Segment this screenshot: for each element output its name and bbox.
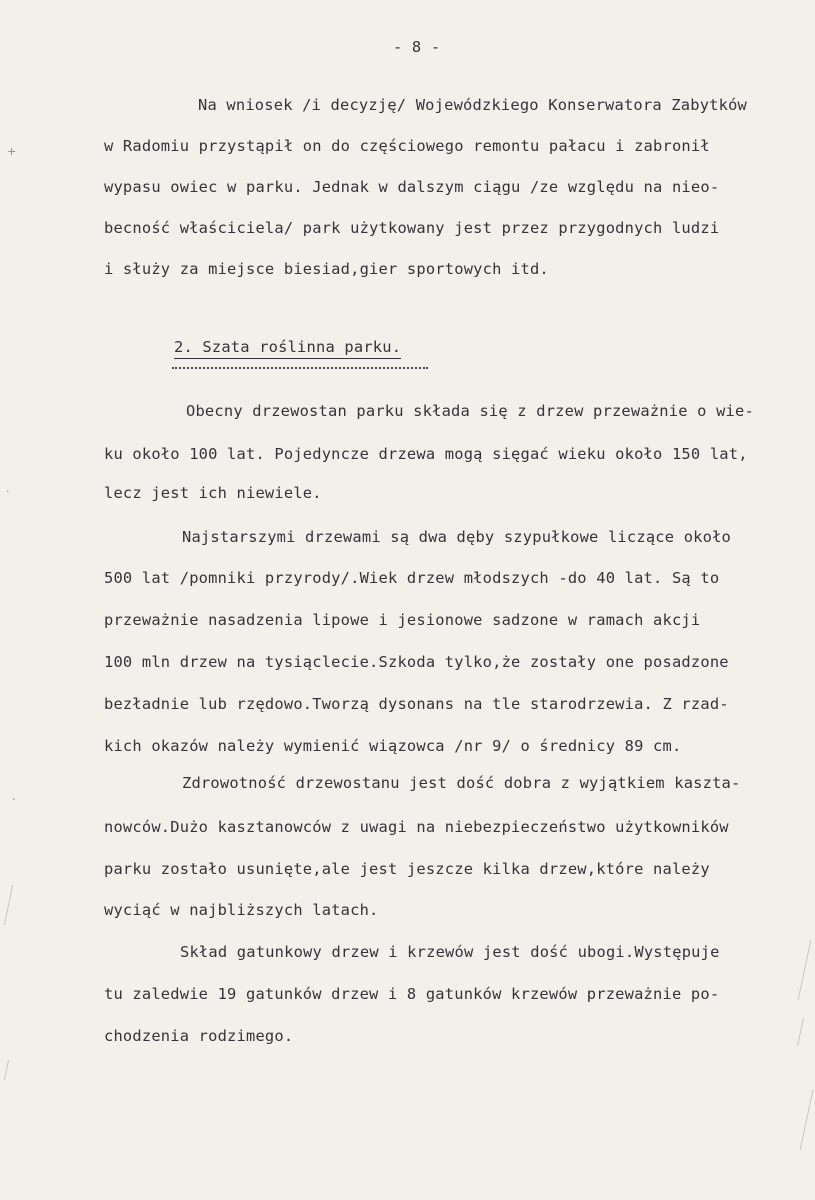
text-line: wypasu owiec w parku. Jednak w dalszym ciągu /ze względu na nieo- xyxy=(104,178,720,196)
text-line: 500 lat /pomniki przyrody/.Wiek drzew młodszych -do 40 lat. Są to xyxy=(104,569,720,587)
text-line: chodzenia rodzimego. xyxy=(104,1027,294,1045)
paper-mark: · xyxy=(6,485,10,498)
text-line: ku około 100 lat. Pojedyncze drzewa mogą sięgać wieku około 150 lat, xyxy=(104,445,748,463)
text-line: Najstarszymi drzewami są dwa dęby szypułkowe liczące około xyxy=(182,528,732,546)
text-line: 100 mln drzew na tysiąclecie.Szkoda tylko,że zostały one posadzone xyxy=(104,653,729,671)
paper-mark: · xyxy=(12,793,16,806)
text-line: i służy za miejsce biesiad,gier sportowych itd. xyxy=(104,260,549,278)
heading-underline-dots xyxy=(172,364,428,369)
text-line: w Radomiu przystąpił on do częściowego remontu pałacu i zabronił xyxy=(104,137,710,155)
text-line: becność właściciela/ park użytkowany jest przez przygodnych ludzi xyxy=(104,219,720,237)
paper-crease xyxy=(4,885,24,925)
text-line: przeważnie nasadzenia lipowe i jesionowe sadzone w ramach akcji xyxy=(104,611,701,629)
text-line: nowców.Dużo kasztanowców z uwagi na niebezpieczeństwo użytkowników xyxy=(104,818,729,836)
paper-mark: + xyxy=(7,145,17,158)
text-line: Obecny drzewostan parku składa się z drzew przeważnie o wie- xyxy=(186,402,754,420)
text-line: bezładnie lub rzędowo.Tworzą dysonans na tle starodrzewia. Z rzad- xyxy=(104,695,729,713)
paper-crease xyxy=(800,1090,815,1150)
text-line: Skład gatunkowy drzew i krzewów jest dość ubogi.Występuje xyxy=(180,943,720,961)
paper-crease xyxy=(797,1018,814,1046)
text-line: parku zostało usunięte,ale jest jeszcze kilka drzew,które należy xyxy=(104,860,710,878)
text-line: kich okazów należy wymienić wiązowca /nr 9/ o średnicy 89 cm. xyxy=(104,737,682,755)
text-line: lecz jest ich niewiele. xyxy=(104,484,322,502)
text-line: Zdrowotność drzewostanu jest dość dobra z wyjątkiem kaszta- xyxy=(182,774,741,792)
paper-crease xyxy=(4,1060,19,1080)
text-line: Na wniosek /i decyzję/ Wojewódzkiego Konserwatora Zabytków xyxy=(198,96,748,114)
section-heading: 2. Szata roślinna parku. xyxy=(174,340,401,359)
page-number: - 8 - xyxy=(393,38,441,56)
text-line: wyciąć w najbliższych latach. xyxy=(104,901,379,919)
paper-crease xyxy=(798,940,815,1000)
text-line: tu zaledwie 19 gatunków drzew i 8 gatunków krzewów przeważnie po- xyxy=(104,985,720,1003)
